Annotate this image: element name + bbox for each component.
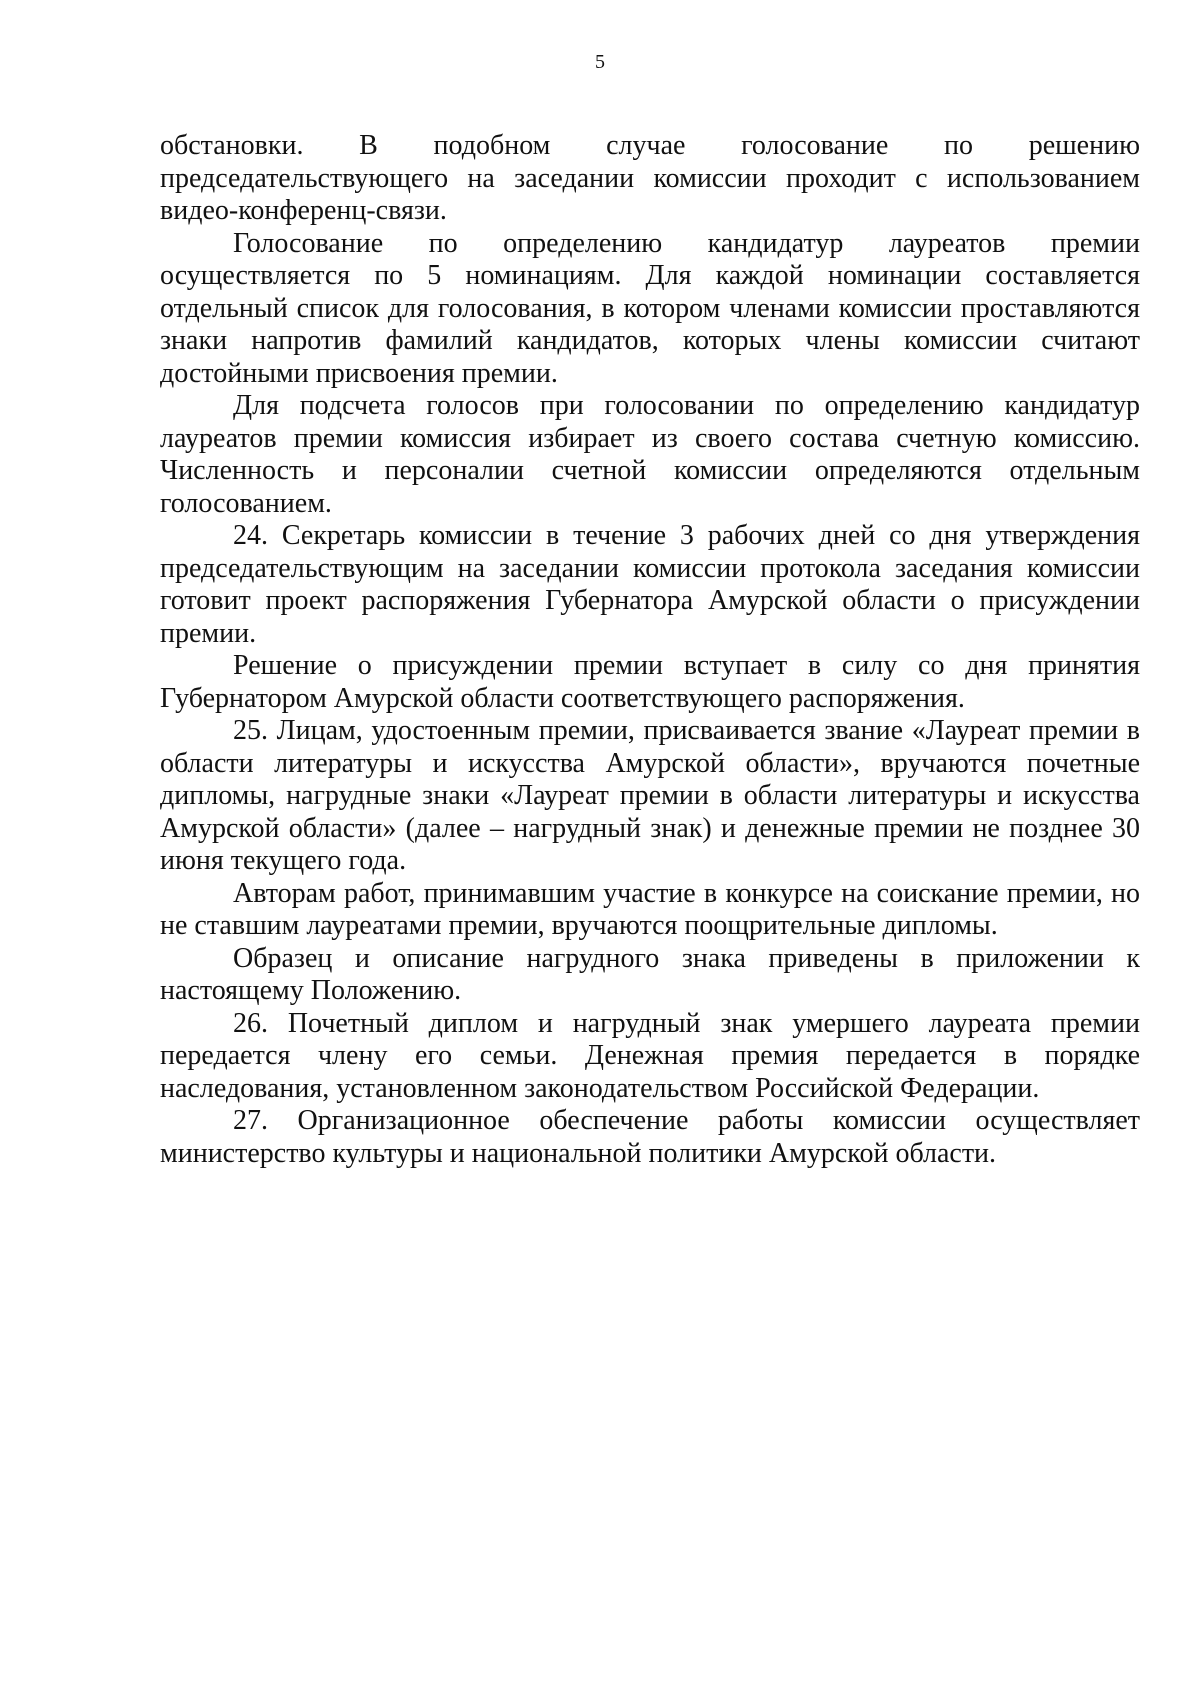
paragraph-badge-sample: Образец и описание нагрудного знака приведены в приложении к настоящему Положению.: [160, 942, 1140, 1006]
paragraph-decision-effective: Решение о присуждении премии вступает в силу со дня принятия Губернатором Амурской области соответствующего распоряжения.: [160, 650, 1140, 714]
paragraph-continuation: обстановки. В подобном случае голосование по решению председательствующего на заседании комиссии проходит с использованием видео-конференц-связи.: [160, 130, 1140, 226]
paragraph-voting-nominations: Голосование по определению кандидатур лауреатов премии осуществляется по 5 номинациям. Для каждой номинации составляется отдельный список для голосования, в котором членами комиссии проставляются знаки напротив фамилий кандидатов, которых члены комиссии считают достойными присвоения премии.: [160, 227, 1140, 389]
paragraph-item-27: 27. Организационное обеспечение работы комиссии осуществляет министерство культуры и национальной политики Амурской области.: [160, 1105, 1140, 1169]
paragraph-counting-commission: Для подсчета голосов при голосовании по определению кандидатур лауреатов премии комиссия избирает из своего состава счетную комиссию. Численность и персоналии счетной комиссии определяются отдельным голосованием.: [160, 390, 1140, 519]
paragraph-item-24: 24. Секретарь комиссии в течение 3 рабочих дней со дня утверждения председательствующим на заседании комиссии протокола заседания комиссии готовит проект распоряжения Губернатора Амурской области о присуждении премии.: [160, 520, 1140, 649]
paragraph-item-26: 26. Почетный диплом и нагрудный знак умершего лауреата премии передается члену его семьи. Денежная премия передается в порядке наследования, установленном законодательством Российской Федерации.: [160, 1007, 1140, 1104]
document-body: [160, 130, 1140, 1170]
paragraph-item-25: 25. Лицам, удостоенным премии, присваивается звание «Лауреат премии в области литературы и искусства Амурской области», вручаются почетные дипломы, нагрудные знаки «Лауреат премии в области литературы и искусства Амурской области» (далее – нагрудный знак) и денежные премии не позднее 30 июня текущего года.: [160, 715, 1140, 876]
paragraph-encouragement-diplomas: Авторам работ, принимавшим участие в конкурсе на соискание премии, но не ставшим лауреатами премии, вручаются поощрительные дипломы.: [160, 877, 1140, 941]
page-number: 5: [595, 51, 605, 73]
